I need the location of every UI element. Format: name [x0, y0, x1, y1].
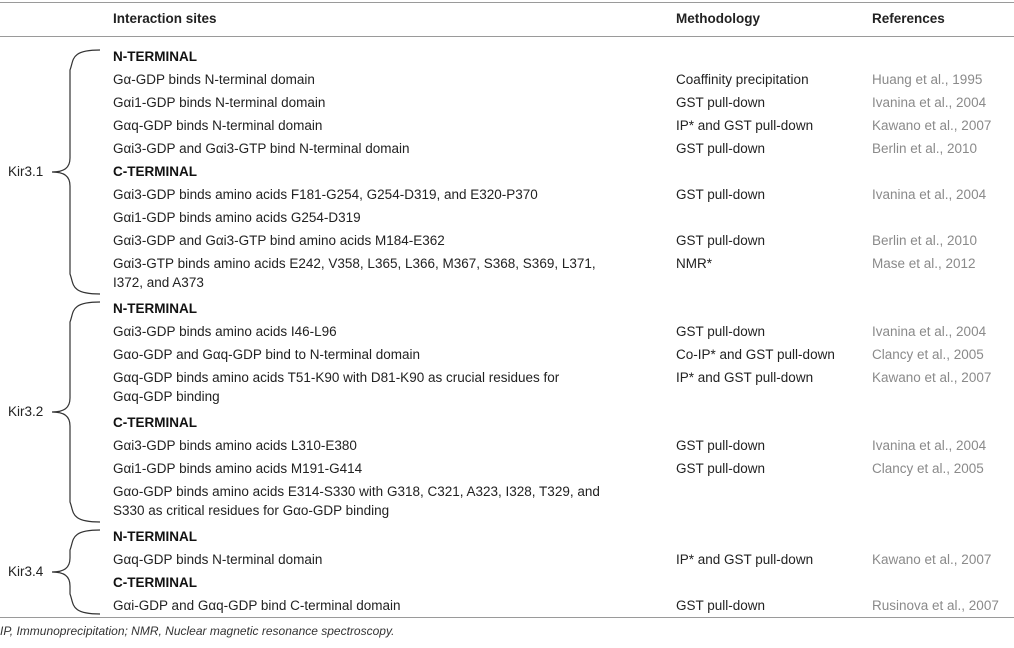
- reference-cell: Kawano et al., 2007: [872, 118, 992, 133]
- methodology-cell: NMR*: [676, 256, 712, 271]
- interaction-site-continued: S330 as critical residues for Gαo-GDP binding: [113, 503, 390, 518]
- interaction-site: Gα-GDP binds N-terminal domain: [113, 72, 315, 87]
- methodology-cell: GST pull-down: [676, 233, 766, 248]
- methodology-cell: Co-IP* and GST pull-down: [676, 347, 835, 362]
- reference-cell: Ivanina et al., 2004: [872, 438, 987, 453]
- interaction-site: Gαq-GDP binds N-terminal domain: [113, 552, 323, 567]
- methodology-cell: IP* and GST pull-down: [676, 552, 814, 567]
- interaction-site: Gαi-GDP and Gαq-GDP bind C-terminal domain: [113, 598, 401, 613]
- section-title: C-TERMINAL: [113, 575, 197, 590]
- header-methodology: Methodology: [676, 11, 760, 26]
- interaction-site-continued: Gαq-GDP binding: [113, 389, 220, 404]
- channel-label: Kir3.2: [8, 404, 44, 419]
- section-title: N-TERMINAL: [113, 301, 197, 316]
- reference-cell: Kawano et al., 2007: [872, 370, 992, 385]
- interaction-site: Gαi3-GDP and Gαi3-GTP bind amino acids M184-E362: [113, 233, 445, 248]
- section-title: N-TERMINAL: [113, 49, 197, 64]
- methodology-cell: GST pull-down: [676, 438, 766, 453]
- interaction-site: Gαi1-GDP binds amino acids M191-G414: [113, 461, 363, 476]
- reference-cell: Ivanina et al., 2004: [872, 95, 987, 110]
- header-interaction-sites: Interaction sites: [113, 11, 217, 26]
- reference-cell: Clancy et al., 2005: [872, 347, 984, 362]
- header-references: References: [872, 11, 945, 26]
- methodology-cell: GST pull-down: [676, 598, 766, 613]
- reference-cell: Ivanina et al., 2004: [872, 324, 987, 339]
- channel-label: Kir3.4: [8, 564, 44, 579]
- methodology-cell: Coaffinity precipitation: [676, 72, 809, 87]
- interaction-site: Gαi3-GTP binds amino acids E242, V358, L365, L366, M367, S368, S369, L371,: [113, 256, 596, 271]
- footnote: IP, Immunoprecipitation; NMR, Nuclear magnetic resonance spectroscopy.: [0, 624, 395, 638]
- reference-cell: Mase et al., 2012: [872, 256, 976, 271]
- methodology-cell: GST pull-down: [676, 141, 766, 156]
- section-title: N-TERMINAL: [113, 529, 197, 544]
- reference-cell: Rusinova et al., 2007: [872, 598, 999, 613]
- interaction-site: Gαi3-GDP and Gαi3-GTP bind N-terminal domain: [113, 141, 410, 156]
- interaction-site: Gαi1-GDP binds N-terminal domain: [113, 95, 326, 110]
- methodology-cell: GST pull-down: [676, 187, 766, 202]
- reference-cell: Berlin et al., 2010: [872, 141, 978, 156]
- methodology-cell: IP* and GST pull-down: [676, 118, 814, 133]
- reference-cell: Clancy et al., 2005: [872, 461, 984, 476]
- interaction-site: Gαi1-GDP binds amino acids G254-D319: [113, 210, 361, 225]
- reference-cell: Kawano et al., 2007: [872, 552, 992, 567]
- section-title: C-TERMINAL: [113, 415, 197, 430]
- interaction-site: Gαo-GDP binds amino acids E314-S330 with G318, C321, A323, I328, T329, and: [113, 484, 600, 499]
- interaction-site: Gαo-GDP and Gαq-GDP bind to N-terminal domain: [113, 347, 420, 362]
- interaction-site: Gαq-GDP binds amino acids T51-K90 with D81-K90 as crucial residues for: [113, 370, 560, 385]
- reference-cell: Berlin et al., 2010: [872, 233, 978, 248]
- interaction-site: Gαq-GDP binds N-terminal domain: [113, 118, 323, 133]
- bottom-rule: [0, 617, 1014, 618]
- methodology-cell: IP* and GST pull-down: [676, 370, 814, 385]
- channel-label: Kir3.1: [8, 164, 44, 179]
- methodology-cell: GST pull-down: [676, 461, 766, 476]
- interaction-site-continued: I372, and A373: [113, 275, 204, 290]
- reference-cell: Ivanina et al., 2004: [872, 187, 987, 202]
- interaction-site: Gαi3-GDP binds amino acids L310-E380: [113, 438, 357, 453]
- interaction-site: Gαi3-GDP binds amino acids F181-G254, G254-D319, and E320-P370: [113, 187, 538, 202]
- reference-cell: Huang et al., 1995: [872, 72, 983, 87]
- interaction-site: Gαi3-GDP binds amino acids I46-L96: [113, 324, 337, 339]
- methodology-cell: GST pull-down: [676, 95, 766, 110]
- section-title: C-TERMINAL: [113, 164, 197, 179]
- methodology-cell: GST pull-down: [676, 324, 766, 339]
